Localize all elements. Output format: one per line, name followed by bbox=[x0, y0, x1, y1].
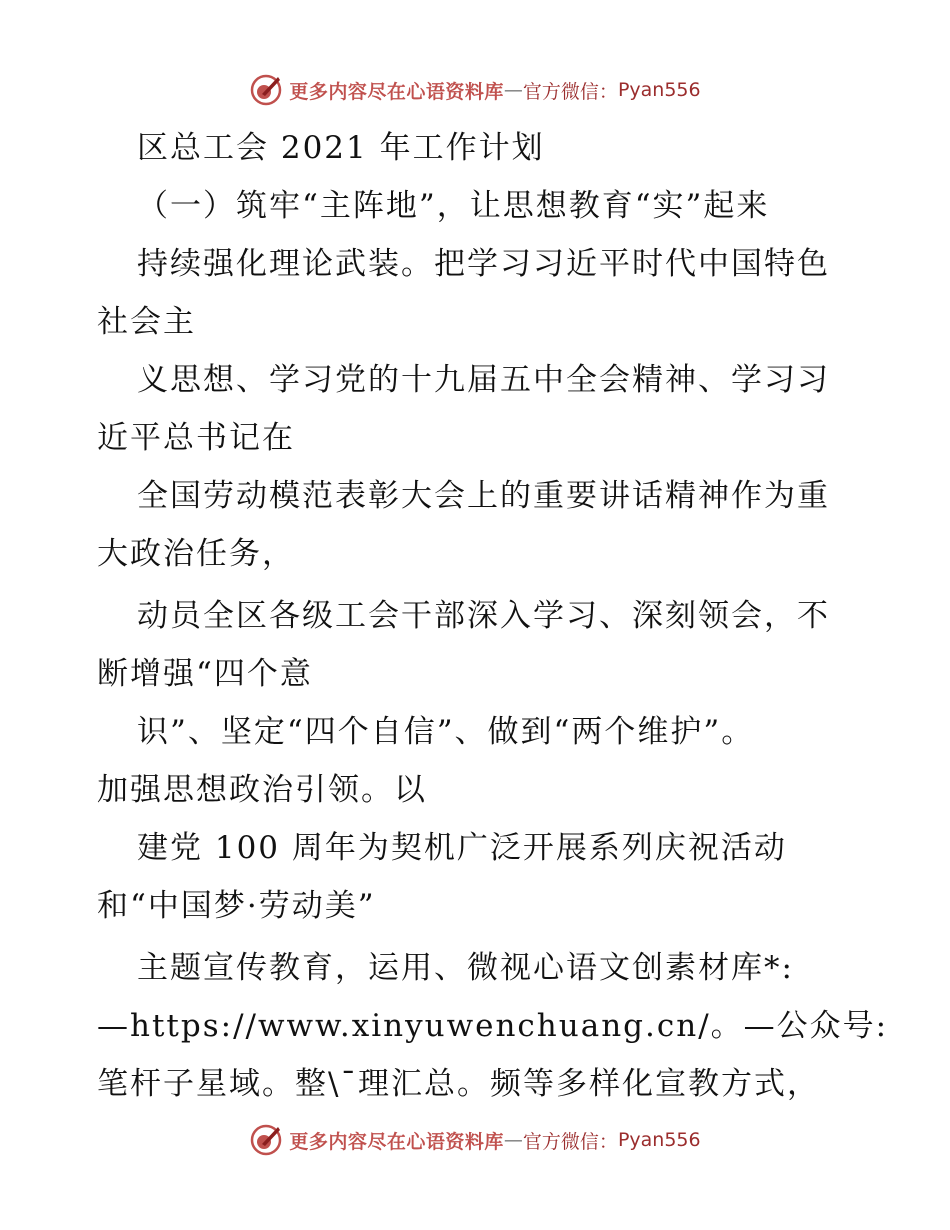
paragraph-line: 加强思想政治引领。以 bbox=[97, 772, 427, 808]
paragraph-line: 识”、坚定“四个自信”、做到“两个维护”。 bbox=[137, 714, 755, 750]
watermark-footer bbox=[0, 1122, 950, 1158]
paragraph-line: 主题宣传教育，运用、微视心语文创素材库*: bbox=[137, 950, 794, 986]
watermark-header bbox=[0, 72, 950, 108]
paragraph-line: —https://www.xinyuwenchuang.cn/。—公众号: bbox=[97, 1008, 889, 1044]
paragraph-line: 社会主 bbox=[97, 304, 196, 340]
watermark-suffix: 官方微信： bbox=[522, 80, 618, 103]
section-heading: （一）筑牢“主阵地”，让思想教育“实”起来 bbox=[137, 188, 770, 224]
watermark-dash: — bbox=[503, 1129, 523, 1151]
paragraph-line: 断增强“四个意 bbox=[97, 656, 313, 692]
document-title: 区总工会 2021 年工作计划 bbox=[137, 130, 545, 166]
paragraph-line: 全国劳动模范表彰大会上的重要讲话精神作为重 bbox=[137, 478, 830, 514]
paragraph-line: 建党 100 周年为契机广泛开展系列庆祝活动 bbox=[137, 830, 787, 866]
quill-logo-icon bbox=[249, 73, 283, 107]
paragraph-line: 近平总书记在 bbox=[97, 420, 295, 456]
watermark-account: Pyan556 bbox=[617, 79, 701, 101]
watermark-main-text: 更多内容尽在心语资料库 bbox=[289, 1130, 504, 1153]
watermark-suffix: 官方微信： bbox=[522, 1130, 618, 1153]
paragraph-line: 和“中国梦·劳动美” bbox=[97, 888, 376, 924]
watermark-account: Pyan556 bbox=[617, 1129, 701, 1151]
paragraph-line: 大政治任务， bbox=[97, 536, 295, 572]
paragraph-line: 义思想、学习党的十九届五中全会精神、学习习 bbox=[137, 362, 830, 398]
paragraph-line: 笔杆子星域。整\¯理汇总。频等多样化宣教方式， bbox=[97, 1066, 820, 1102]
quill-logo-icon bbox=[249, 1123, 283, 1157]
paragraph-line: 持续强化理论武装。把学习习近平时代中国特色 bbox=[137, 246, 830, 282]
watermark-dash: — bbox=[503, 79, 523, 101]
watermark-main-text: 更多内容尽在心语资料库 bbox=[289, 80, 504, 103]
paragraph-line: 动员全区各级工会干部深入学习、深刻领会，不 bbox=[137, 598, 830, 634]
